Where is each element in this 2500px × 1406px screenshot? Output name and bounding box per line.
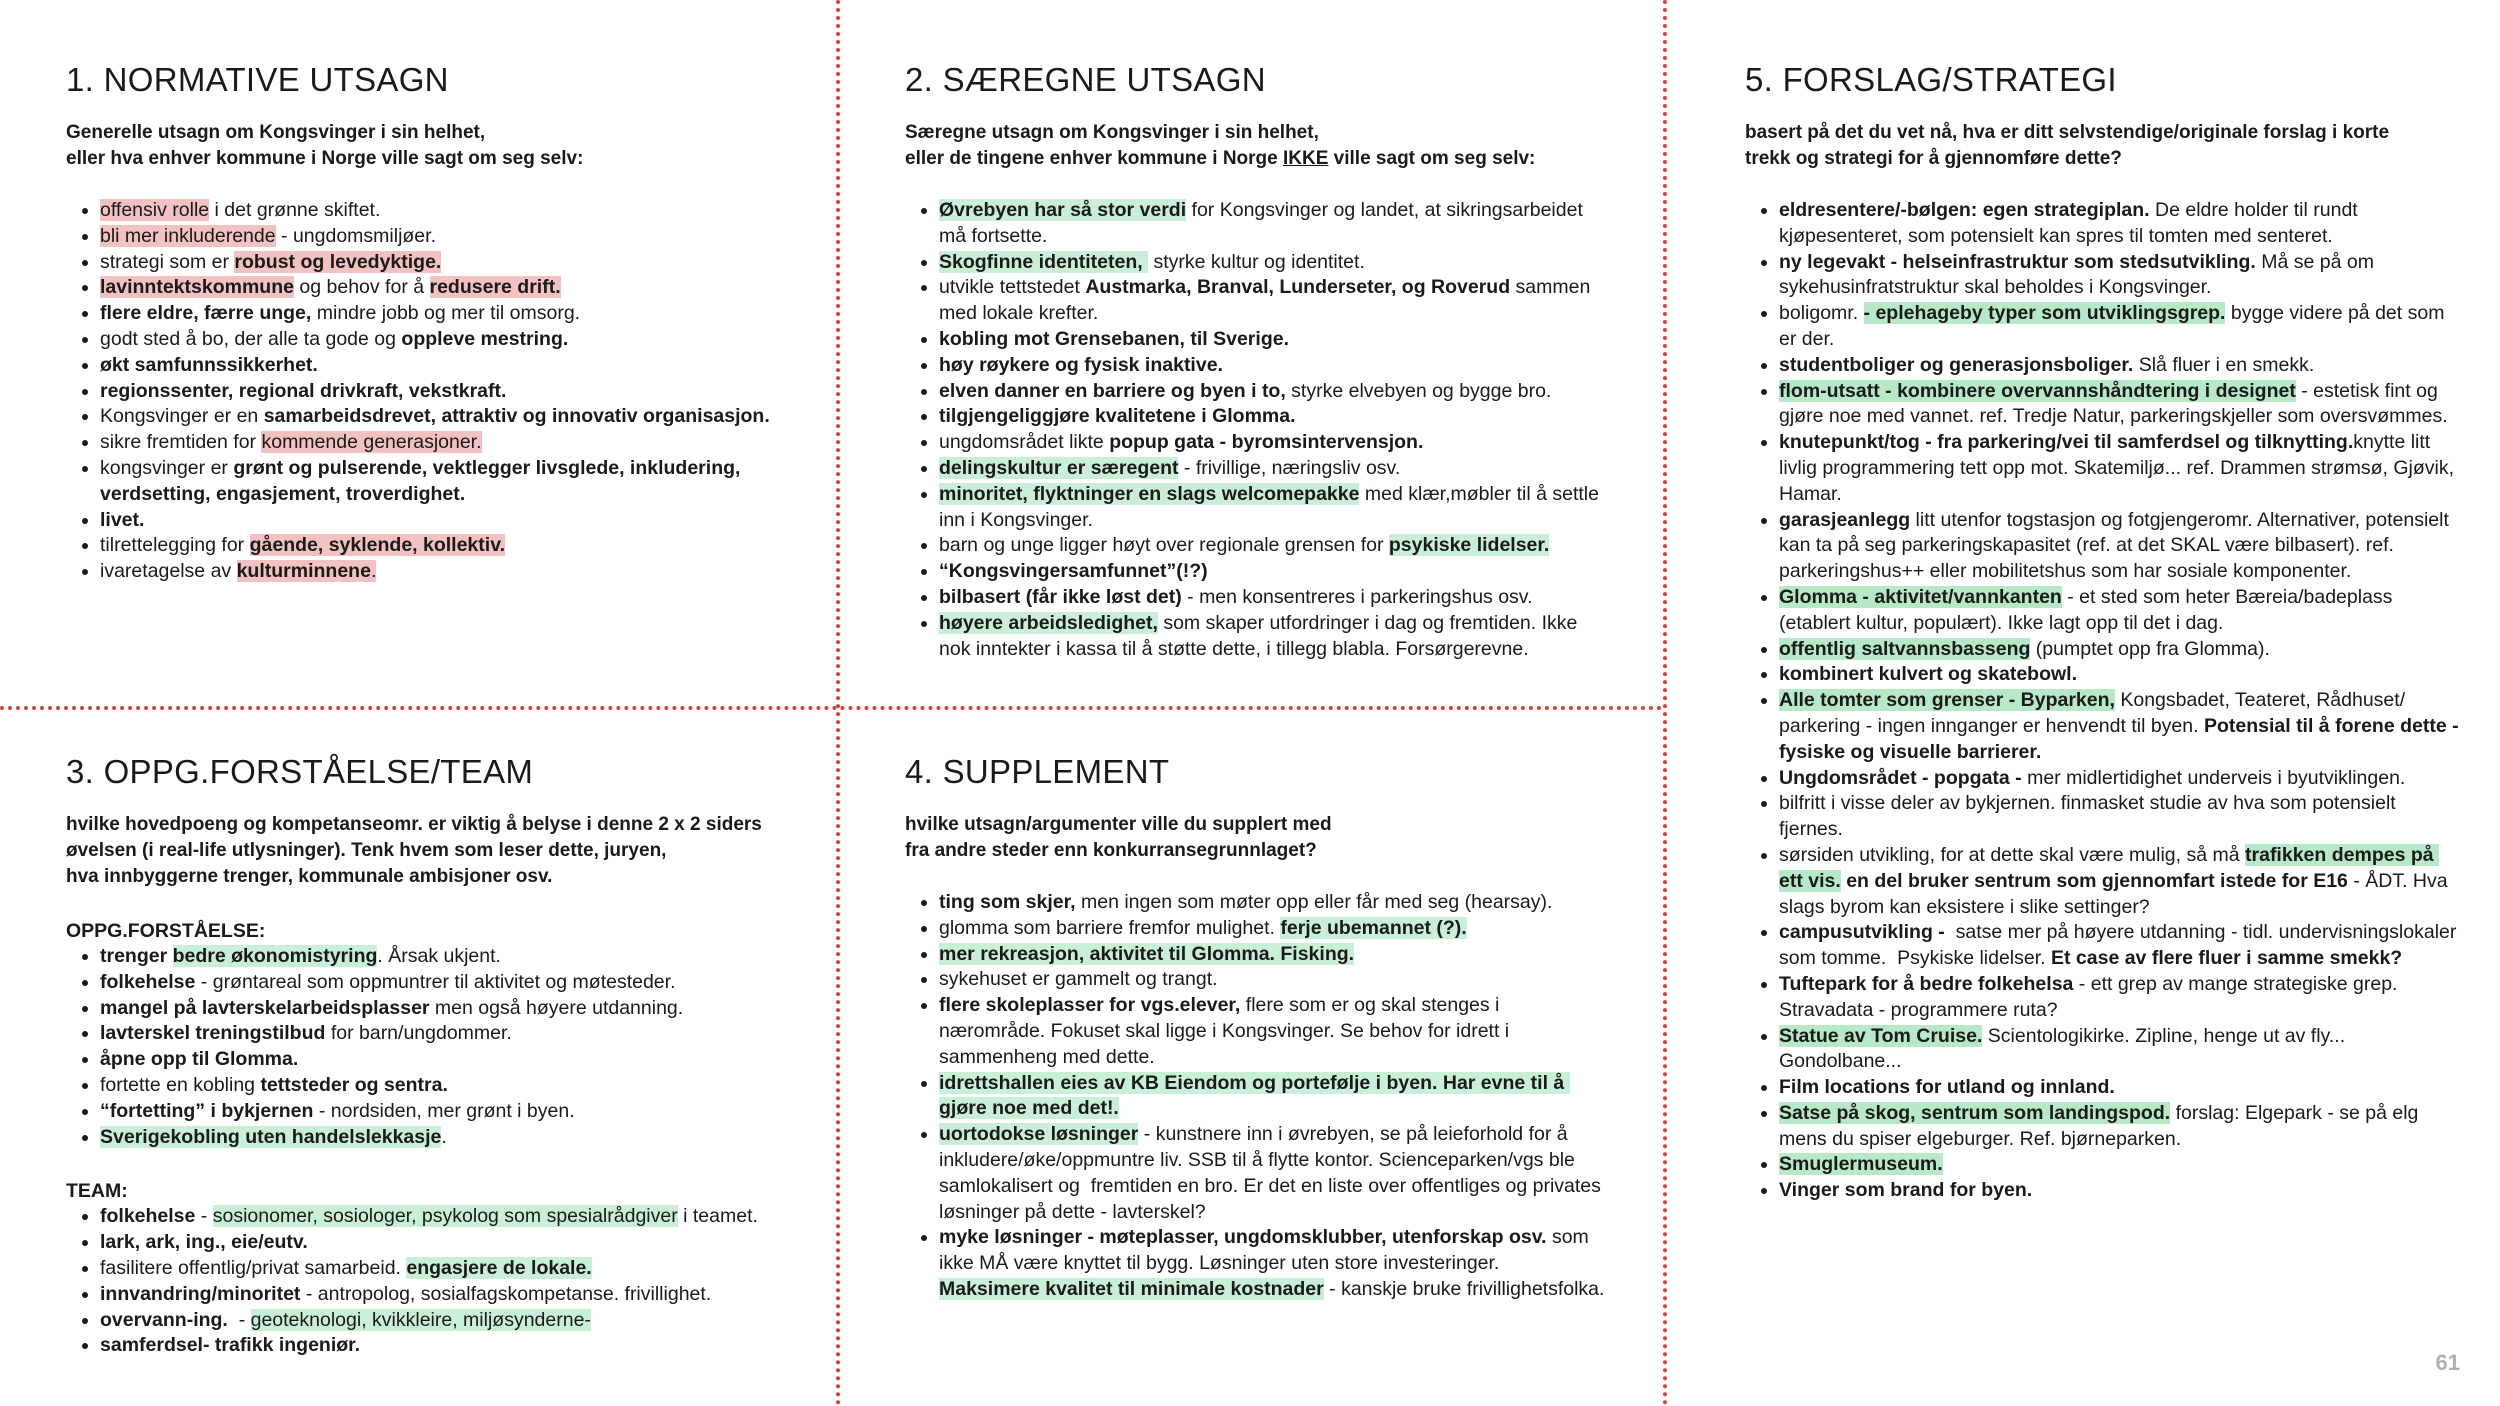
item-text: uortodokse løsninger — [939, 1123, 1139, 1146]
item-text: Skogfinne identiteten, — [939, 250, 1149, 273]
list-item — [939, 250, 1605, 276]
list-item — [100, 327, 806, 353]
list-item — [100, 996, 806, 1022]
list-item — [1779, 585, 2460, 637]
item-text: styrke elvebyen og bygge bro. — [1285, 379, 1552, 402]
section-forslag — [1745, 60, 2465, 1204]
section-supplement — [905, 752, 1605, 1303]
item-text: grønt og pulserende, vektlegger livsglede, inkludering, verdsetting, engasjement, troverdighet. — [100, 456, 746, 505]
list-item — [100, 1308, 806, 1334]
item-text: ivaretagelse av — [100, 560, 237, 583]
list-item — [100, 533, 806, 559]
item-text: flere som er og skal stenges i nærområde. Fokuset skal ligge i Kongsvinger. Se behov for idrett i sammenheng med dette. — [939, 994, 1515, 1068]
list-item — [1779, 379, 2460, 431]
item-text: De eldre holder til rundt kjøpesenteret, som potensielt kan spres til tomten med senteret. — [1779, 199, 2364, 247]
item-text: men også høyere utdanning. — [429, 996, 684, 1019]
list-item — [939, 327, 1605, 353]
item-text: sørsiden utvikling, for at dette skal være mulig, så må — [1779, 843, 2246, 866]
item-text: Austmarka, Branval, Lunderseter, og Roverud — [1085, 276, 1511, 299]
section-oppg-team — [66, 752, 806, 1359]
item-text: en del bruker sentrum som gjennomfart istede for E16 — [1840, 869, 2348, 892]
item-text: lark, ark, ing., eie/eutv. — [100, 1231, 308, 1254]
item-text: Et case av flere fluer i samme smekk? — [2051, 947, 2403, 970]
item-text: Glomma - aktivitet/vannkanten — [1779, 585, 2062, 608]
section-title: 5. FORSLAG/STRATEGI — [1745, 61, 2117, 98]
list-item — [100, 353, 806, 379]
divider-vertical-left — [836, 0, 840, 1406]
item-text: regionssenter, regional drivkraft, vekstkraft. — [100, 379, 507, 402]
item-text: styrke kultur og identitet. — [1148, 250, 1365, 273]
item-text: studentboliger og generasjonsboliger. — [1779, 353, 2134, 376]
item-text: “Kongsvingersamfunnet”(!?) — [939, 560, 1208, 583]
list-item — [1779, 920, 2460, 972]
item-text: geoteknologi, kvikkleire, miljøsynderne- — [250, 1308, 591, 1331]
list-item — [100, 1204, 806, 1230]
list-item — [939, 482, 1605, 534]
list-item — [100, 456, 806, 508]
item-text: økt samfunnssikkerhet. — [100, 353, 318, 376]
item-text: bygge videre på det som er der. — [1779, 302, 2450, 350]
list-item — [100, 1021, 806, 1047]
item-text: fasilitere offentlig/privat samarbeid. — [100, 1256, 407, 1279]
item-text: . — [370, 560, 377, 583]
item-text: - eplehageby typer som utviklingsgrep. — [1863, 302, 2226, 325]
list-item — [939, 916, 1605, 942]
section-title: 4. SUPPLEMENT — [905, 753, 1170, 790]
list-item — [939, 1071, 1605, 1123]
item-text: minoritet, flyktninger en slags welcomepakke — [939, 482, 1360, 505]
item-text: overvann-ing. — [100, 1308, 228, 1331]
item-text: Vinger som brand for byen. — [1779, 1179, 2033, 1202]
list-item — [939, 198, 1605, 250]
item-list — [1745, 198, 2465, 1204]
list-item — [100, 224, 806, 250]
list-item — [939, 611, 1605, 663]
item-text: satse mer på høyere utdanning - tidl. undervisningslokaler som tomme. Psykiske lidelser. — [1779, 921, 2462, 970]
item-text: tilrettelegging for — [100, 534, 250, 557]
list-item — [1779, 1152, 2460, 1178]
item-text: Alle tomter som grenser - Byparken, — [1779, 689, 2115, 712]
section-title: 2. SÆREGNE UTSAGN — [905, 61, 1266, 98]
list-item — [1779, 766, 2460, 792]
list-item — [939, 1122, 1605, 1225]
item-text: bli mer inkluderende — [100, 224, 276, 247]
item-text: samferdsel- trafikk ingeniør. — [100, 1334, 361, 1357]
item-text: og behov for å — [293, 276, 430, 299]
list-item — [100, 1047, 806, 1073]
list-item — [100, 944, 806, 970]
item-text: fortette en kobling — [100, 1073, 261, 1096]
item-text: Sverigekobling uten handelslekkasje — [100, 1125, 442, 1148]
list-item — [100, 1282, 806, 1308]
item-text: bedre økonomistyring — [172, 945, 378, 967]
item-text: engasjere de lokale. — [406, 1256, 592, 1279]
item-text: strategi som er — [100, 250, 235, 273]
list-item — [939, 942, 1605, 968]
item-text: Ungdomsrådet - popgata - — [1779, 766, 2022, 789]
item-text: - ÅDT. Hva slags byrom kan eksistere i slike settinger? — [1779, 869, 2454, 918]
item-text: kobling mot Grensebanen, til Sverige. — [939, 327, 1289, 350]
item-list — [66, 944, 806, 1150]
item-text: lavterskel treningstilbud — [100, 1022, 326, 1045]
item-text: barn og unge ligger høyt over regionale grensen for — [939, 534, 1389, 557]
item-text: psykiske lidelser. — [1388, 534, 1550, 557]
item-text: kommende generasjoner. — [261, 431, 482, 454]
item-text: knutepunkt/tog - fra parkering/vei til samferdsel og tilknytting. — [1779, 431, 2354, 454]
list-item — [1779, 1024, 2460, 1076]
item-text: flere skoleplasser for vgs.elever, — [939, 994, 1241, 1017]
list-item — [100, 250, 806, 276]
item-text: bilbasert (får ikke løst det) — [939, 585, 1182, 608]
list-item — [1779, 198, 2460, 250]
item-text: bilfritt i visse deler av bykjernen. finmasket studie av hva som potensielt fjernes. — [1779, 792, 2402, 841]
item-text: sikre fremtiden for — [100, 431, 262, 454]
item-text: - — [195, 1205, 213, 1228]
item-text: flom-utsatt - kombinere overvannshåndtering i designet — [1779, 379, 2296, 402]
list-item — [1779, 430, 2460, 507]
item-text: Film locations for utland og innland. — [1779, 1076, 2115, 1099]
item-text: høyere arbeidsledighet, — [939, 611, 1158, 634]
item-text: for barn/ungdommer. — [325, 1022, 512, 1045]
list-item — [100, 508, 806, 534]
list-item — [1779, 353, 2460, 379]
item-text: - — [227, 1308, 251, 1331]
item-text: glomma som barriere fremfor mulighet. — [939, 916, 1281, 939]
item-text: idrettshallen eies av KB Eiendom og portefølje i byen. Har evne til å gjøre noe med det!. — [939, 1071, 1570, 1120]
list-item — [939, 275, 1605, 327]
item-text: eldresentere/-bølgen: egen strategiplan. — [1779, 199, 2150, 221]
item-text: campusutvikling - — [1779, 921, 1945, 944]
list-item — [1779, 508, 2460, 585]
list-item — [939, 379, 1605, 405]
item-text: - antropolog, sosialfagskompetanse. frivillighet. — [300, 1282, 712, 1305]
item-text: boligomr. — [1779, 302, 1864, 325]
list-item — [100, 404, 806, 430]
section-intro: hvilke utsagn/argumenter ville du supplert med fra andre steder enn konkurransegrunnlaget? — [905, 814, 1332, 861]
list-item — [100, 379, 806, 405]
item-text: Maksimere kvalitet til minimale kostnader — [939, 1277, 1324, 1300]
item-list — [66, 1204, 806, 1359]
item-text: sosionomer, sosiologer, psykolog som spesialrådgiver — [212, 1205, 678, 1228]
item-text: - nordsiden, mer grønt i byen. — [313, 1099, 575, 1122]
item-text: Statue av Tom Cruise. — [1779, 1024, 1983, 1047]
list-item — [939, 456, 1605, 482]
item-text: i teamet. — [677, 1205, 758, 1228]
section-title: 1. NORMATIVE UTSAGN — [66, 61, 449, 98]
list-item — [1779, 972, 2460, 1024]
item-text: - et sted som heter Bæreia/badeplass (etablert kultur, populært). Ikke lagt opp til det i dag. — [1779, 585, 2398, 634]
item-text: med klær,møbler til å settle inn i Kongsvinger. — [939, 482, 1605, 531]
item-text: ny legevakt - helseinfrastruktur som stedsutvikling. — [1779, 250, 2256, 273]
list-item — [1779, 1101, 2460, 1153]
item-text: “fortetting” i bykjernen — [100, 1099, 314, 1122]
item-text: folkehelse — [100, 1205, 196, 1228]
item-text: Tuftepark for å bedre folkehelsa — [1779, 972, 2074, 995]
item-text: - kanskje bruke frivillighetsfolka. — [1323, 1277, 1605, 1300]
section-intro: hvilke hovedpoeng og kompetanseomr. er viktig å belyse i denne 2 x 2 siders øvelsen (i real-life utlysninger). Tenk hvem som leser dette, juryen, hva innbyggerne trenger, kommunale ambisjoner osv. — [66, 814, 762, 887]
list-item — [100, 301, 806, 327]
item-list — [905, 890, 1605, 1303]
item-text: Øvrebyen har så stor verdi — [939, 199, 1187, 221]
item-text: kongsvinger er — [100, 456, 234, 479]
list-item — [100, 970, 806, 996]
item-text: Kongsvinger er en — [100, 405, 264, 428]
list-item — [100, 430, 806, 456]
item-text: knytte litt livlig programmering tett opp mot. Skatemiljø... ref. Drammen strømsø, Gjøvik, Hamar. — [1779, 431, 2460, 505]
list-item — [100, 1230, 806, 1256]
item-text: godt sted å bo, der alle ta gode og — [100, 327, 402, 350]
list-item — [939, 430, 1605, 456]
section-title: 3. OPPG.FORSTÅELSE/TEAM — [66, 753, 534, 790]
list-item — [1779, 843, 2460, 920]
list-item — [1779, 301, 2460, 353]
item-text: elven danner en barriere og byen i to, — [939, 379, 1286, 402]
item-text: myke løsninger - møteplasser, ungdomsklubber, utenforskap osv. — [939, 1226, 1547, 1249]
item-text: - men konsentreres i parkeringshus osv. — [1181, 585, 1533, 608]
item-list — [66, 198, 806, 585]
section-saeregne — [905, 60, 1605, 662]
item-text: kombinert kulvert og skatebowl. — [1779, 663, 2077, 686]
item-text: høy røykere og fysisk inaktive. — [939, 353, 1223, 376]
list-item — [939, 890, 1605, 916]
item-text: mer midlertidighet underveis i byutviklingen. — [2021, 766, 2406, 789]
list-item — [939, 993, 1605, 1070]
item-text: Slå fluer i en smekk. — [2133, 353, 2315, 376]
item-text: folkehelse — [100, 970, 196, 993]
item-text: - ett grep av mange strategiske grep. Stravadata - programmere ruta? — [1779, 972, 2403, 1021]
item-text: . — [441, 1125, 447, 1148]
list-item — [1779, 662, 2460, 688]
list-item — [939, 585, 1605, 611]
subheading-oppg: OPPG.FORSTÅELSE: — [66, 920, 266, 942]
list-item — [1779, 688, 2465, 765]
item-text: . Årsak ukjent. — [377, 945, 501, 967]
item-text: livet. — [100, 508, 145, 531]
item-text: ting som skjer, — [939, 891, 1076, 913]
item-text: trenger — [100, 945, 173, 967]
list-item — [100, 275, 806, 301]
item-text: (pumptet opp fra Glomma). — [2030, 637, 2270, 660]
list-item — [939, 353, 1605, 379]
item-text: - kunstnere inn i øvrebyen, se på leieforhold for å inkludere/øke/oppmuntre liv. SSB til å flytte kontor. Scienceparken/vgs ble samlokalisert og fremtiden en bro. Er det en liste over offentliges og privates løsninger på dette - lavterskel? — [939, 1123, 1607, 1223]
item-text: som ikke MÅ være knyttet til bygg. Løsninger uten store investeringer. — [939, 1226, 1595, 1275]
item-text: innvandring/minoritet — [100, 1282, 301, 1305]
list-item — [939, 559, 1605, 585]
list-item — [939, 1225, 1605, 1302]
list-item — [1779, 1075, 2460, 1101]
subheading-team: TEAM: — [66, 1180, 128, 1203]
item-text: delingskultur er særegent — [939, 456, 1179, 479]
item-text: popup gata - byromsintervensjon. — [1109, 431, 1424, 454]
item-text: ungdomsrådet likte — [939, 431, 1110, 454]
item-text: mangel på lavterskelarbeidsplasser — [100, 996, 430, 1019]
item-text: - ungdomsmiljøer. — [275, 224, 436, 247]
divider-vertical-right — [1663, 0, 1667, 1406]
item-text: offentlig saltvannsbasseng — [1779, 637, 2031, 660]
section-normative — [66, 60, 806, 585]
item-text: i det grønne skiftet. — [209, 199, 381, 221]
item-text: Må se på om sykehusinfratstruktur skal beholdes i Kongsvinger. — [1779, 250, 2380, 299]
item-list — [905, 198, 1605, 662]
section-intro: Generelle utsagn om Kongsvinger i sin helhet, eller hva enhver kommune i Norge ville sagt om seg selv: — [66, 122, 584, 169]
item-text: utvikle tettstedet — [939, 276, 1086, 299]
item-text: garasjeanlegg — [1779, 508, 1911, 531]
list-item — [100, 1125, 806, 1151]
item-text: for Kongsvinger og landet, at sikringsarbeidet må fortsette. — [939, 199, 1589, 247]
section-intro: basert på det du vet nå, hva er ditt selvstendige/originale forslag i korte trekk og strategi for å gjennomføre dette? — [1745, 122, 2390, 169]
list-item — [100, 1099, 806, 1125]
item-text: tilgjengeliggjøre kvalitetene i Glomma. — [939, 405, 1296, 428]
item-text: men ingen som møter opp eller får med seg (hearsay). — [1075, 891, 1553, 913]
list-item — [100, 1073, 806, 1099]
item-text: litt utenfor togstasjon og fotgjengeromr. Alternativer, potensielt kan ta på seg parkeringskapasitet (ref. at det SKAL være bilbasert). ref. parkeringshus++ eller mobilitetshus som har sosiale komponenter. — [1779, 508, 2455, 583]
list-item — [1779, 791, 2460, 843]
item-text: Smuglermuseum. — [1779, 1153, 1943, 1176]
list-item — [939, 967, 1605, 993]
item-text: gående, syklende, kollektiv. — [249, 534, 506, 557]
list-item — [1779, 1178, 2460, 1204]
list-item — [100, 1333, 806, 1359]
item-text: kulturminnene — [236, 560, 371, 583]
list-item — [939, 533, 1605, 559]
item-text: Satse på skog, sentrum som landingspod. — [1779, 1101, 2171, 1124]
item-text: trafikken dempes på ett vis. — [1779, 843, 2440, 892]
item-text: - grøntareal som oppmuntrer til aktivitet og møtesteder. — [195, 970, 676, 993]
item-text: åpne opp til Glomma. — [100, 1048, 299, 1071]
list-item — [1779, 637, 2460, 663]
item-text: som skaper utfordringer i dag og fremtiden. Ikke nok inntekter i kassa til å støtte dette, i tillegg blabla. Forsørgerevne. — [939, 611, 1583, 660]
list-item — [939, 404, 1605, 430]
item-text: redusere drift. — [429, 276, 561, 299]
item-text: - estetisk fint og gjøre noe med vannet. ref. Tredje Natur, parkeringskjeller som oversvømmes. — [1779, 379, 2448, 428]
item-text: flere eldre, færre unge, — [100, 302, 312, 325]
item-text: ferje ubemannet (?). — [1280, 916, 1467, 939]
item-text: tettsteder og sentra. — [260, 1073, 448, 1096]
section-intro: Særegne utsagn om Kongsvinger i sin helhet, eller de tingene enhver kommune i Norge IKKE ville sagt om seg selv: — [905, 122, 1536, 169]
item-text: samarbeidsdrevet, attraktiv og innovativ organisasjon. — [263, 405, 770, 428]
divider-horizontal — [0, 706, 1663, 710]
item-text: sykehuset er gammelt og trangt. — [939, 968, 1218, 991]
item-text: Potensial til å forene dette - fysiske og visuelle barrierer. — [1779, 714, 2465, 763]
item-text: sammen med lokale krefter. — [939, 276, 1596, 325]
list-item — [1779, 250, 2460, 302]
list-item — [100, 559, 806, 585]
list-item — [100, 1256, 806, 1282]
item-text: Kongsbadet, Teateret, Rådhuset/ parkering - ingen innganger er henvendt til byen. — [1779, 689, 2411, 737]
item-text: forslag: Elgepark - se på elg mens du spiser elgeburger. Ref. bjørneparken. — [1779, 1101, 2424, 1150]
item-text: mindre jobb og mer til omsorg. — [311, 302, 581, 325]
item-text: lavinntektskommune — [100, 276, 294, 299]
item-text: Scientologikirke. Zipline, henge ut av fly... Gondolbane... — [1779, 1024, 2351, 1073]
item-text: - frivillige, næringsliv osv. — [1178, 456, 1401, 479]
item-text: mer rekreasjon, aktivitet til Glomma. Fisking. — [939, 942, 1355, 965]
list-item — [100, 198, 806, 224]
item-text: offensiv rolle — [100, 199, 210, 221]
item-text: oppleve mestring. — [401, 327, 569, 350]
page-number: 61 — [2435, 1350, 2460, 1375]
item-text: robust og levedyktige. — [234, 250, 442, 273]
